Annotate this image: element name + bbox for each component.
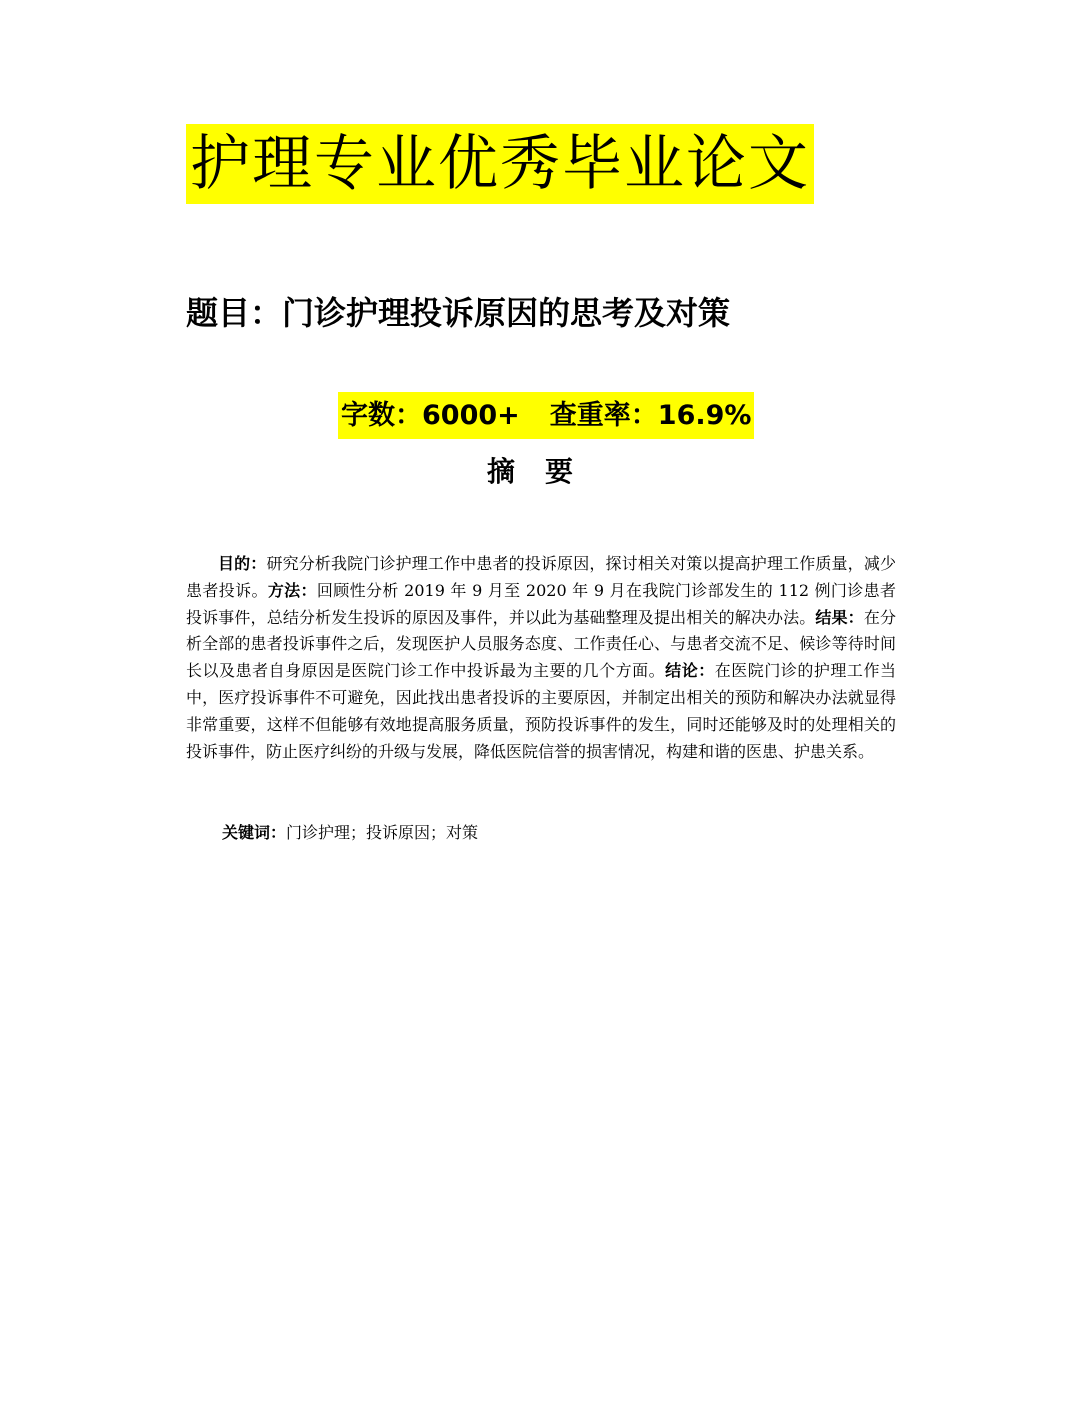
banner-title: 护理专业优秀毕业论文 [186, 124, 814, 204]
method-label: 方法： [267, 580, 317, 600]
paper-title: 题目：门诊护理投诉原因的思考及对策 [186, 294, 731, 332]
result-text: 在分析全部的患者投诉事件之后，发现医护人员服务态度、工作责任心、与患者交流不足、候诊等待时间长以及患者自身原因是医院门诊工作中投诉最为主要的几个方面。 [186, 607, 896, 681]
conclusion-text: 在医院门诊的护理工作当中，医疗投诉事件不可避免，因此找出患者投诉的主要原因，并制定出相关的预防和解决办法就显得非常重要，这样不但能够有效地提高服务质量，预防投诉事件的发生，同时还能够及时的处理相关的投诉事件，防止医疗纠纷的升级与发展，降低医院信誉的损害情况，构建和谐的医患、护患关系。 [186, 661, 896, 761]
objective-text: 研究分析我院门诊护理工作中患者的投诉原因，探讨相关对策以提高护理工作质量，减少患者投诉。 [186, 554, 896, 600]
result-label: 结果： [815, 607, 864, 627]
keywords [222, 820, 478, 846]
stats-banner [338, 392, 754, 439]
word-count: 字数：6000+ [341, 400, 520, 431]
objective-label: 目的： [218, 554, 267, 573]
conclusion-label: 结论： [665, 661, 715, 681]
keywords-label: 关键词： [222, 823, 287, 842]
method-text: 回顾性分析 2019 年 9 月至 2020 年 9 月在我院门诊部发生的 112 例门诊患者投诉事件，总结分析发生投诉的原因及事件，并以此为基础整理及提出相关的解决办法。 [186, 580, 896, 627]
duplicate-rate: 查重率：16.9% [549, 400, 752, 431]
keywords-text: 门诊护理；投诉原因；对策 [286, 823, 479, 842]
abstract-heading: 摘要 [486, 455, 603, 488]
abstract-body [186, 551, 896, 765]
